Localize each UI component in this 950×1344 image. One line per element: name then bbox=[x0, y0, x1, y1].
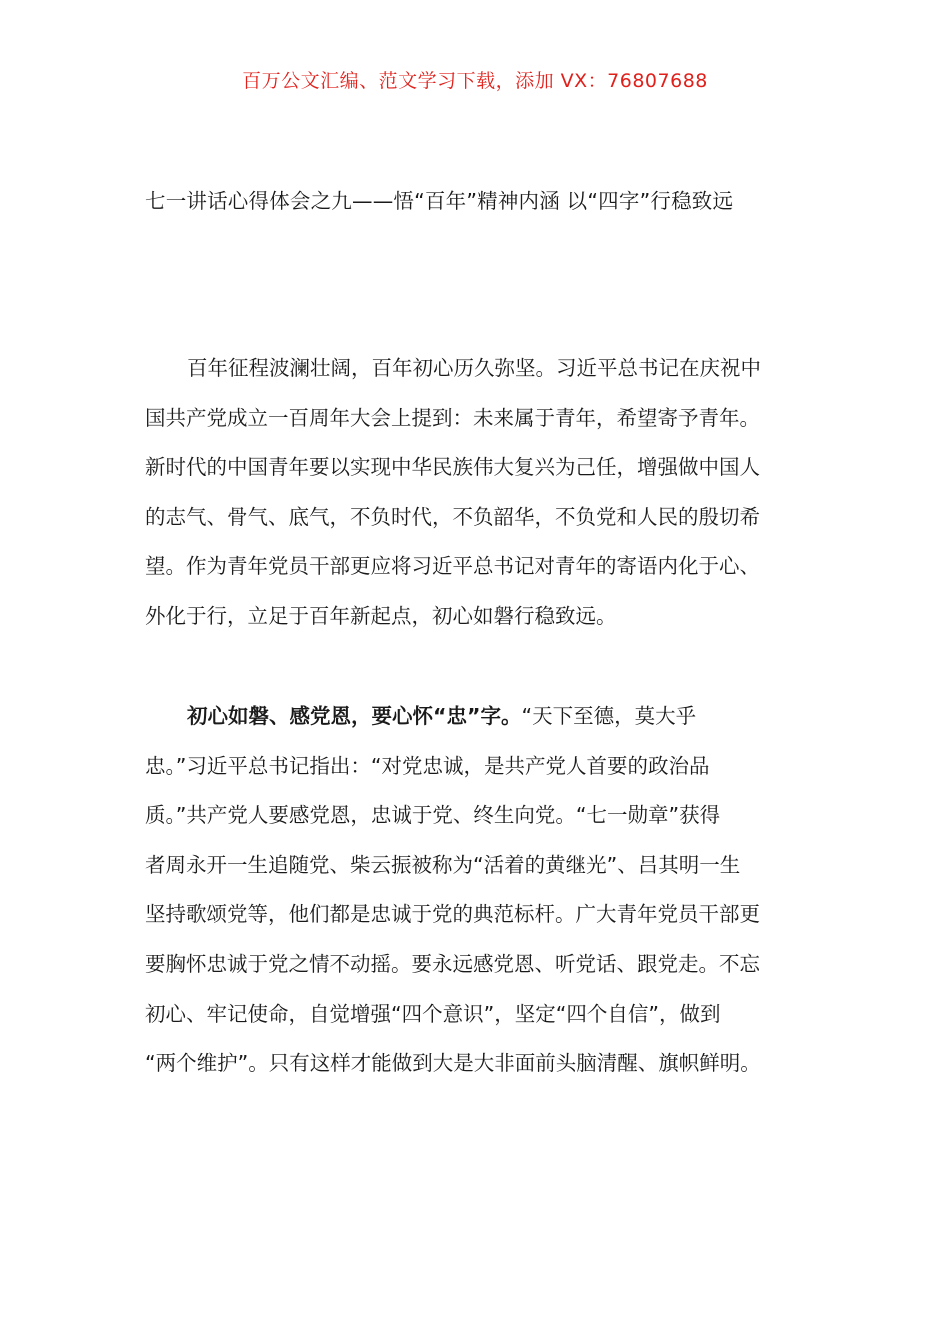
paragraph-line: 初心、牢记使命，自觉增强“四个意识”，坚定“四个自信”，做到 bbox=[145, 1001, 721, 1026]
paragraph-line: 忠。”习近平总书记指出：“对党忠诚，是共产党人首要的政治品 bbox=[145, 753, 710, 778]
paragraph-lead-rest: “天下至德，莫大乎 bbox=[521, 704, 697, 728]
paragraph-line bbox=[145, 692, 805, 742]
paragraph-line: 新时代的中国青年要以实现中华民族伟大复兴为己任，增强做中国人 bbox=[145, 455, 760, 480]
paragraph-line: 者周永开一生追随党、柴云振被称为“活着的黄继光”、吕其明一生 bbox=[145, 852, 741, 877]
paragraph-line: 坚持歌颂党等，他们都是忠诚于党的典范标杆。广大青年党员干部更 bbox=[145, 902, 760, 927]
paragraph-line: 外化于行，立足于百年新起点，初心如磐行稳致远。 bbox=[145, 603, 617, 628]
paragraph-line: 质。”共产党人要感党恩，忠诚于党、终生向党。“七一勋章”获得 bbox=[145, 803, 721, 828]
paragraph-line: 百年征程波澜壮阔，百年初心历久弥坚。习近平总书记在庆祝中 bbox=[187, 356, 761, 380]
header-banner: 百万公文汇编、范文学习下载，添加 VX：76807688 bbox=[242, 70, 708, 92]
paragraph-line: 的志气、骨气、底气，不负时代，不负韶华，不负党和人民的殷切希 bbox=[145, 504, 760, 529]
paragraph-lead-heading: 初心如磐、感党恩，要心怀“忠”字。 bbox=[187, 704, 522, 728]
document-title: 七一讲话心得体会之九——悟“百年”精神内涵 以“四字”行稳致远 bbox=[145, 189, 734, 213]
paragraph-1 bbox=[145, 344, 805, 642]
paragraph-2 bbox=[145, 692, 805, 1089]
paragraph-line: 望。作为青年党员干部更应将习近平总书记对青年的寄语内化于心、 bbox=[145, 554, 760, 579]
paragraph-line: 要胸怀忠诚于党之情不动摇。要永远感党恩、听党话、跟党走。不忘 bbox=[145, 951, 760, 976]
paragraph-line: “两个维护”。只有这样才能做到大是大非面前头脑清醒、旗帜鲜明。 bbox=[145, 1051, 761, 1076]
paragraph-line: 国共产党成立一百周年大会上提到：未来属于青年，希望寄予青年。 bbox=[145, 405, 760, 430]
